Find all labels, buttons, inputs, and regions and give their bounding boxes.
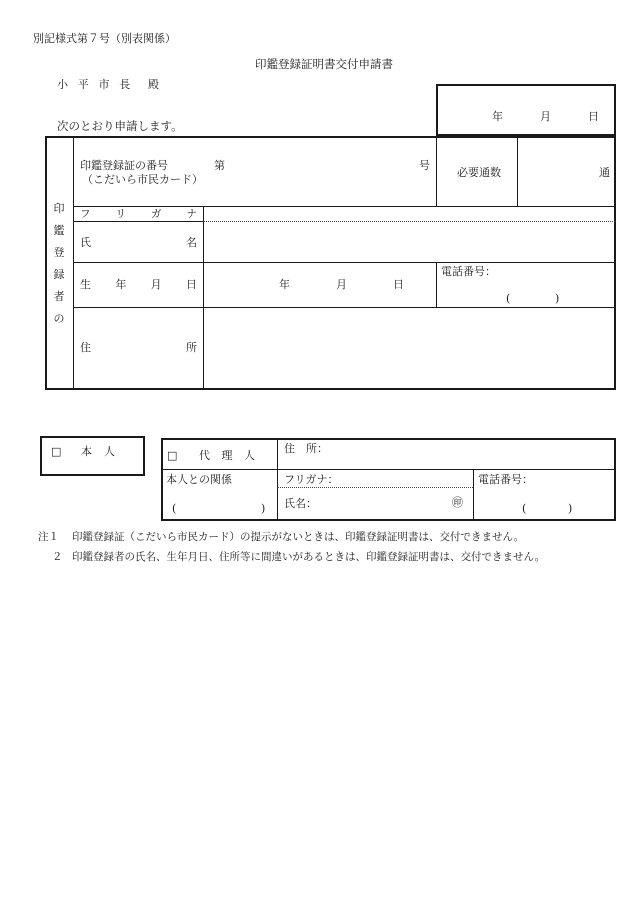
divider <box>436 262 437 307</box>
relation-field[interactable] <box>180 500 258 517</box>
name-field[interactable] <box>205 223 614 261</box>
phone-label: 電話番号： <box>441 265 496 278</box>
request-line: 次のとおり申請します。 <box>57 119 183 133</box>
proxy-address-label: 住 所： <box>284 442 328 455</box>
self-checkbox[interactable]: □ <box>51 445 62 458</box>
addressee-char: 小 <box>57 78 68 91</box>
copies-field[interactable] <box>520 140 598 204</box>
date-year-label: 年 <box>492 110 503 123</box>
proxy-address-field[interactable] <box>330 441 612 467</box>
birth-date-field[interactable] <box>205 264 434 306</box>
note-number: 注１ <box>38 531 59 543</box>
label-char: 人 <box>104 445 115 458</box>
label-char: の <box>53 312 65 325</box>
proxy-phone-field[interactable] <box>478 488 612 517</box>
birth-day-label: 日 <box>393 278 404 291</box>
addressee-char: 長 <box>119 78 131 91</box>
card-number-label: 印鑑登録証の番号 <box>80 159 168 172</box>
birth-label <box>80 279 197 290</box>
address-field[interactable] <box>205 309 614 388</box>
registrant-section-label <box>52 203 66 335</box>
note-text: 印鑑登録者の氏名、生年月日、住所等に間違いがあるときは、印鑑登録証明書は、交付できません。 <box>72 551 546 563</box>
label-char: 日 <box>185 278 197 291</box>
phone-paren-open: ( <box>506 292 511 305</box>
label-char: 者 <box>53 290 65 303</box>
divider <box>73 307 615 308</box>
label-char: 年 <box>115 278 127 291</box>
divider <box>73 262 615 263</box>
label-char: ナ <box>186 208 197 220</box>
proxy-phone-paren-open: ( <box>522 502 527 515</box>
name-label <box>80 237 197 248</box>
proxy-furigana-field[interactable] <box>340 471 470 486</box>
divider <box>73 137 74 389</box>
divider <box>277 439 278 520</box>
label-char: 月 <box>150 278 162 291</box>
proxy-furigana-label: フリガナ： <box>284 473 339 486</box>
label-char: 理 <box>221 449 233 462</box>
label-char: 鑑 <box>53 224 65 237</box>
divider <box>277 487 473 488</box>
date-month-label: 月 <box>540 110 551 123</box>
relation-label: 本人との関係 <box>166 473 232 486</box>
divider <box>436 137 437 207</box>
seal-mark: ㊞ <box>452 496 463 509</box>
birth-month-label: 月 <box>336 278 347 291</box>
divider <box>473 470 474 520</box>
birth-year-label: 年 <box>279 278 290 291</box>
form-code: 別記様式第７号（別表関係） <box>33 32 176 45</box>
relation-paren-open: ( <box>172 502 177 515</box>
label-char: 本 <box>81 445 92 458</box>
self-label <box>81 446 115 457</box>
divider <box>517 137 518 207</box>
label-char: 名 <box>186 236 197 249</box>
phone-paren-close: ) <box>555 292 560 305</box>
label-char: 印 <box>53 202 65 215</box>
card-number-prefix: 第 <box>214 159 225 172</box>
phone-field[interactable] <box>440 280 612 305</box>
note-text: 印鑑登録証（こだいら市民カード）の提示がないときは、印鑑登録証明書は、交付できません。 <box>72 531 525 543</box>
furigana-field[interactable] <box>205 207 614 221</box>
label-char: 住 <box>80 341 91 354</box>
label-char: 代 <box>199 449 210 462</box>
divider <box>203 207 204 389</box>
date-day-label: 日 <box>588 110 599 123</box>
label-char: 氏 <box>80 236 91 249</box>
label-char: リ <box>115 208 126 220</box>
copies-unit: 通 <box>599 166 610 179</box>
copies-label: 必要通数 <box>457 166 501 179</box>
addressee <box>57 79 159 90</box>
note-number: ２ <box>52 551 63 563</box>
addressee-char: 市 <box>98 78 110 91</box>
divider <box>73 221 203 222</box>
addressee-char: 殿 <box>148 78 159 91</box>
proxy-name-label: 氏名： <box>284 497 317 510</box>
card-number-field[interactable] <box>230 150 416 190</box>
proxy-checkbox[interactable]: □ <box>167 449 178 462</box>
relation-paren-close: ) <box>261 502 266 515</box>
addressee-char: 平 <box>77 78 89 91</box>
label-char: 所 <box>186 341 197 354</box>
proxy-label <box>199 450 255 461</box>
label-char: 録 <box>53 268 65 281</box>
address-label <box>80 342 197 353</box>
label-char: フ <box>80 208 91 220</box>
proxy-name-field[interactable] <box>320 490 448 518</box>
divider <box>162 469 615 470</box>
label-char: 生 <box>80 278 91 291</box>
label-char: ガ <box>151 208 162 220</box>
card-number-sublabel: （こだいら市民カード） <box>82 173 203 186</box>
proxy-phone-paren-close: ) <box>568 502 573 515</box>
proxy-phone-label: 電話番号： <box>478 473 533 486</box>
label-char: 登 <box>53 246 65 259</box>
furigana-label <box>80 209 197 220</box>
form-title: 印鑑登録証明書交付申請書 <box>255 57 393 71</box>
divider <box>203 221 615 222</box>
card-number-suffix: 号 <box>419 159 430 172</box>
label-char: 人 <box>244 449 255 462</box>
